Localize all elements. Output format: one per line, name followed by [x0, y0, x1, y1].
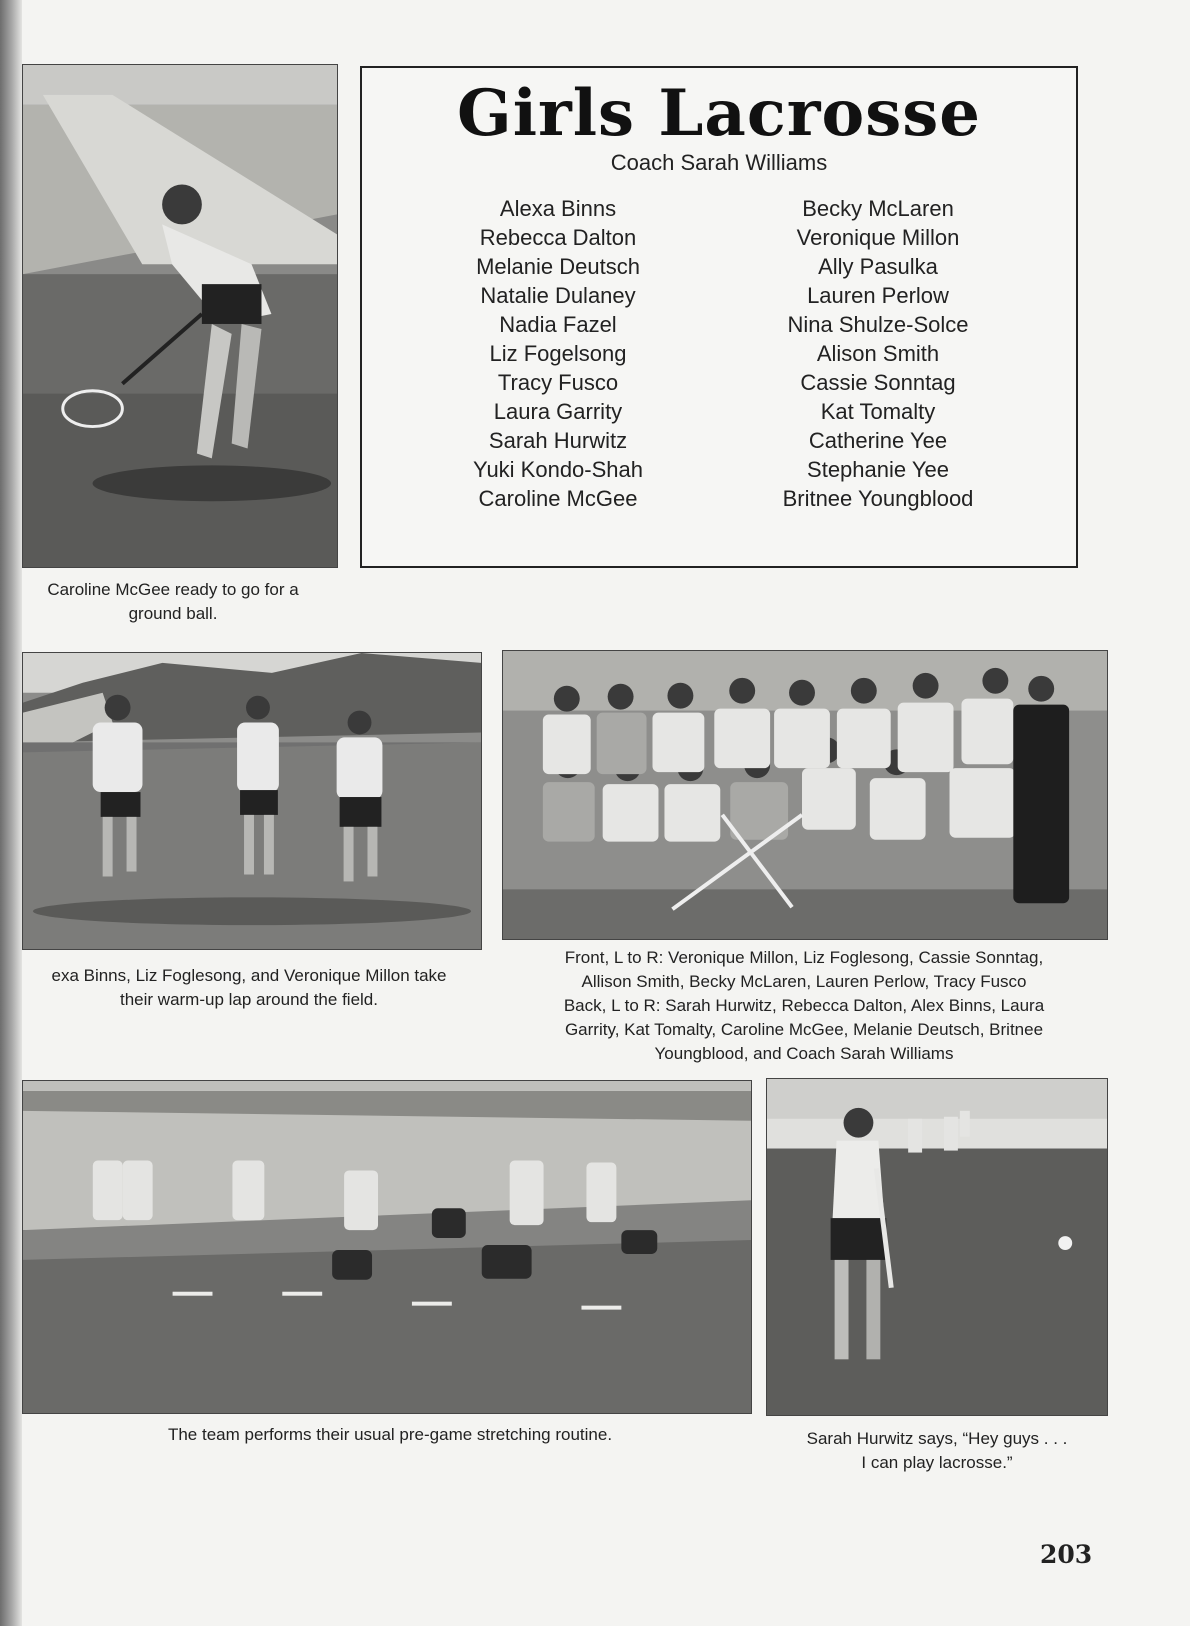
caption-line: Allison Smith, Becky McLaren, Lauren Perlow, Tracy Fusco [581, 972, 1027, 991]
roster-name: Melanie Deutsch [476, 254, 640, 279]
caption-line: Garrity, Kat Tomalty, Caroline McGee, Melanie Deutsch, Britnee [564, 1020, 1044, 1039]
roster-name: Stephanie Yee [807, 457, 949, 482]
caption-line: exa Binns, Liz Foglesong, and Veronique Millon take [51, 966, 447, 985]
photo-warmup-lap [22, 652, 482, 950]
coach-name: Coach Sarah Williams [610, 150, 828, 175]
caption-line: Caroline McGee ready to go for a [47, 580, 299, 599]
roster-box [360, 66, 1078, 568]
page-binding-edge [0, 0, 22, 1626]
roster-name: Rebecca Dalton [479, 225, 637, 250]
roster-name: Tracy Fusco [497, 370, 619, 395]
roster-name: Alison Smith [816, 341, 940, 366]
caption-line: their warm-up lap around the field. [120, 990, 378, 1009]
caption-line: ground ball. [128, 604, 218, 623]
roster-name: Nadia Fazel [499, 312, 617, 337]
roster-name: Laura Garrity [493, 399, 623, 424]
roster-column-right [748, 194, 1008, 513]
caption-warmup [14, 964, 484, 1012]
roster-name: Sarah Hurwitz [488, 428, 628, 453]
roster-name: Lauren Perlow [807, 283, 949, 308]
roster-column-left [428, 194, 688, 513]
roster-name: Britnee Youngblood [782, 486, 974, 511]
roster-name: Becky McLaren [802, 196, 954, 221]
caption-line: Youngblood, and Coach Sarah Williams [654, 1044, 954, 1063]
roster-name: Natalie Dulaney [480, 283, 636, 308]
caption-line: Sarah Hurwitz says, “Hey guys . . . [806, 1429, 1068, 1448]
caption-ground-ball [18, 578, 328, 626]
caption-stretching [80, 1423, 700, 1447]
caption-line: I can play lacrosse.” [861, 1453, 1013, 1472]
roster-name: Alexa Binns [499, 196, 617, 221]
caption-line: Front, L to R: Veronique Millon, Liz Foglesong, Cassie Sonntag, [564, 948, 1044, 967]
roster-name: Liz Fogelsong [489, 341, 627, 366]
roster-name: Veronique Millon [796, 225, 960, 250]
roster-name: Yuki Kondo-Shah [472, 457, 644, 482]
page-number: 203 [1040, 1540, 1093, 1569]
page-title: Girls Lacrosse [457, 76, 981, 151]
caption-hurwitz [766, 1427, 1108, 1475]
roster-name: Caroline McGee [478, 486, 638, 511]
roster-name: Nina Shulze-Solce [787, 312, 969, 337]
photo-stretching [22, 1080, 752, 1414]
photo-ground-ball [22, 64, 338, 568]
roster-name: Ally Pasulka [818, 254, 938, 279]
roster-name: Catherine Yee [808, 428, 948, 453]
caption-team [496, 946, 1112, 1066]
roster-name: Cassie Sonntag [800, 370, 956, 395]
caption-line: Back, L to R: Sarah Hurwitz, Rebecca Dalton, Alex Binns, Laura [563, 996, 1045, 1015]
photo-team [502, 650, 1108, 940]
photo-hurwitz [766, 1078, 1108, 1416]
caption-line: The team performs their usual pre-game stretching routine. [167, 1425, 613, 1444]
roster-name: Kat Tomalty [820, 399, 936, 424]
